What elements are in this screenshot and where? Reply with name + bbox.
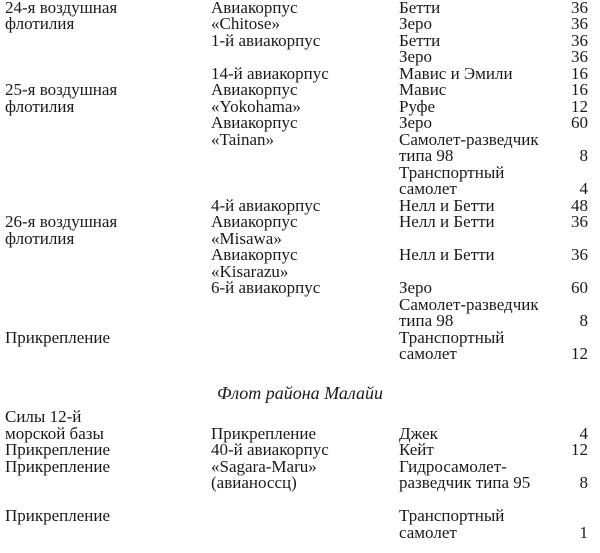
unit-cell: «Sagara-Maru» <box>211 457 317 476</box>
aircraft-cell: Джек <box>399 424 438 443</box>
aircraft-cell: Зеро <box>399 278 433 297</box>
aircraft-cell: Самолет-разведчик <box>399 295 539 314</box>
count-cell: 36 <box>571 0 588 17</box>
unit-cell: «Misawa» <box>211 229 282 248</box>
count-cell: 16 <box>571 80 588 99</box>
count-cell: 60 <box>571 278 588 297</box>
unit-cell: Прикрепление <box>211 424 317 443</box>
count-cell: 36 <box>571 31 588 50</box>
formation-cell: 24-я воздушная <box>5 0 118 17</box>
formation-cell: 26-я воздушная <box>5 212 118 231</box>
aircraft-cell: Гидросамолет- <box>399 457 507 476</box>
unit-cell: 6-й авиакорпус <box>211 278 321 297</box>
aircraft-cell: типа 98 <box>399 311 454 330</box>
unit-cell: Авиакорпус <box>211 113 298 132</box>
unit-cell: «Tainan» <box>211 130 275 149</box>
aircraft-cell: Мавис <box>399 80 447 99</box>
unit-cell: Авиакорпус <box>211 0 298 17</box>
count-cell: 12 <box>571 440 588 459</box>
count-cell: 8 <box>579 311 588 330</box>
count-cell: 12 <box>571 344 588 363</box>
unit-cell: Авиакорпус <box>211 245 298 264</box>
aircraft-cell: разведчик типа 95 <box>399 473 531 492</box>
formation-cell: Прикрепление <box>5 328 111 347</box>
count-cell: 8 <box>579 146 588 165</box>
formation-cell: морской базы <box>5 424 104 443</box>
unit-cell: «Kisarazu» <box>211 262 289 281</box>
count-cell: 48 <box>571 196 588 215</box>
aircraft-cell: самолет <box>399 523 457 542</box>
count-cell: 1 <box>579 523 588 542</box>
aircraft-cell: Транспортный <box>399 163 505 182</box>
count-cell: 36 <box>571 14 588 33</box>
aircraft-cell: Бетти <box>399 0 441 17</box>
formation-cell: Прикрепление <box>5 440 111 459</box>
aircraft-cell: Кейт <box>399 440 434 459</box>
aircraft-cell: самолет <box>399 344 457 363</box>
unit-cell: (авианоссц) <box>211 473 297 492</box>
count-cell: 8 <box>579 473 588 492</box>
formation-cell: флотилия <box>5 14 75 33</box>
aircraft-cell: Нелл и Бетти <box>399 196 495 215</box>
formation-cell: 25-я воздушная <box>5 80 118 99</box>
aircraft-cell: Мавис и Эмили <box>399 64 513 83</box>
aircraft-cell: Зеро <box>399 14 433 33</box>
aircraft-cell: Зеро <box>399 113 433 132</box>
unit-cell: 1-й авиакорпус <box>211 31 321 50</box>
aircraft-cell: Руфе <box>399 97 436 116</box>
aircraft-cell: Самолет-разведчик <box>399 130 539 149</box>
aircraft-cell: Бетти <box>399 31 441 50</box>
formation-cell: Силы 12-й <box>5 407 82 426</box>
unit-cell: 14-й авиакорпус <box>211 64 329 83</box>
aircraft-cell: типа 98 <box>399 146 454 165</box>
formation-cell: флотилия <box>5 229 75 248</box>
count-cell: 36 <box>571 47 588 66</box>
aircraft-cell: Нелл и Бетти <box>399 245 495 264</box>
count-cell: 36 <box>571 245 588 264</box>
aircraft-cell: Зеро <box>399 47 433 66</box>
count-cell: 12 <box>571 97 588 116</box>
aircraft-cell: Транспортный <box>399 506 505 525</box>
unit-cell: 40-й авиакорпус <box>211 440 329 459</box>
formation-cell: флотилия <box>5 97 75 116</box>
unit-cell: «Yokohama» <box>211 97 301 116</box>
unit-cell: Авиакорпус <box>211 80 298 99</box>
count-cell: 4 <box>579 179 588 198</box>
unit-cell: «Chitose» <box>211 14 280 33</box>
aircraft-cell: Транспортный <box>399 328 505 347</box>
count-cell: 60 <box>571 113 588 132</box>
unit-cell: 4-й авиакорпус <box>211 196 321 215</box>
formation-cell: Прикрепление <box>5 506 111 525</box>
aircraft-cell: самолет <box>399 179 457 198</box>
formation-cell: Прикрепление <box>5 457 111 476</box>
section-heading: Флот района Малайи <box>216 383 383 403</box>
count-cell: 36 <box>571 212 588 231</box>
aircraft-cell: Нелл и Бетти <box>399 212 495 231</box>
count-cell: 4 <box>579 424 588 443</box>
count-cell: 16 <box>571 64 588 83</box>
unit-cell: Авиакорпус <box>211 212 298 231</box>
